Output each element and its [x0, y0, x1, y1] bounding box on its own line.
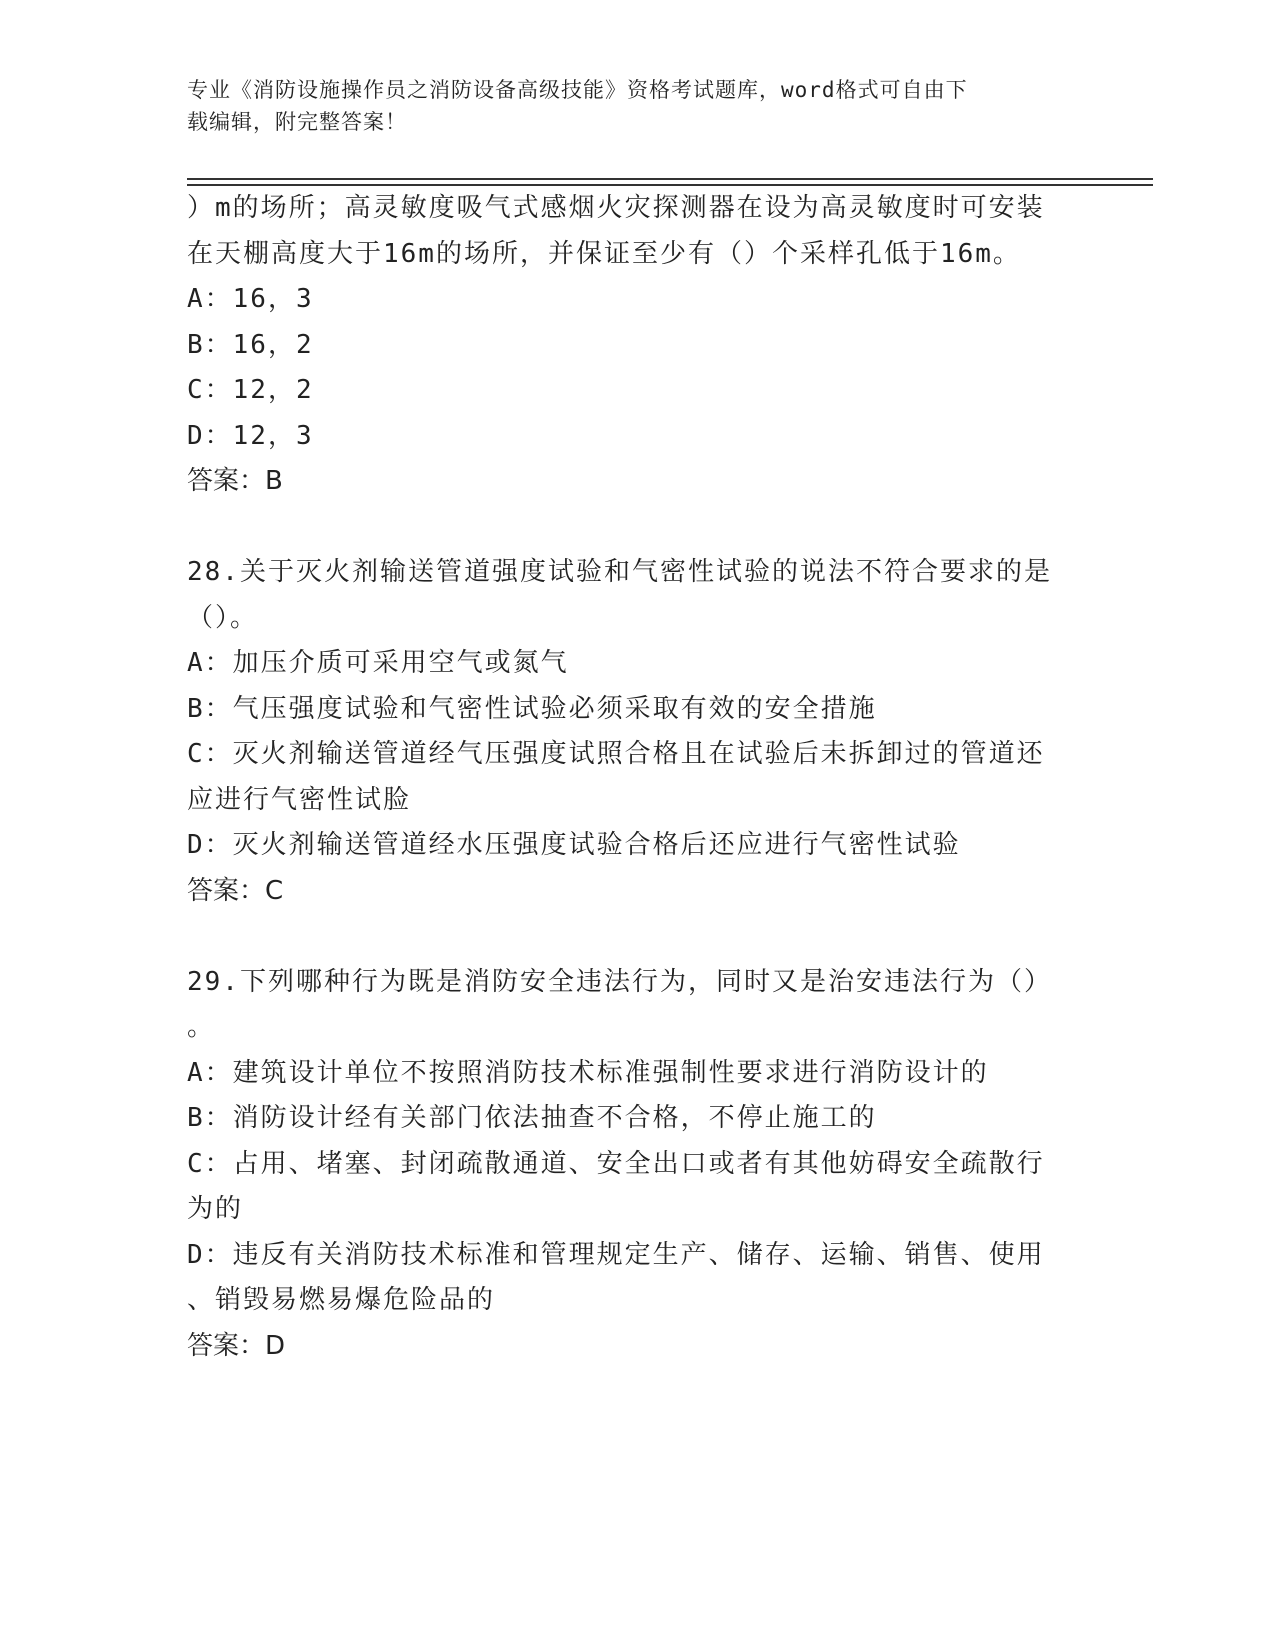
question-29-option-d-line-1: D：违反有关消防技术标准和管理规定生产、储存、运输、销售、使用: [187, 1239, 1045, 1270]
header-line-1: 专业《消防设施操作员之消防设备高级技能》资格考试题库，word格式可自由下: [187, 78, 968, 102]
question-27-line-1: ）m的场所；高灵敏度吸气式感烟火灾探测器在设为高灵敏度时可安装: [187, 193, 1045, 223]
question-27-line-2: 在天棚高度大于16m的场所，并保证至少有（）个采样孔低于16m。: [187, 238, 1021, 269]
document-header: [187, 74, 1067, 138]
question-27-answer: 答案：B: [187, 466, 283, 496]
question-27-option-c: C：12，2: [187, 375, 314, 405]
question-content: [187, 186, 1087, 1369]
question-28-option-d: D：灭火剂输送管道经水压强度试验合格后还应进行气密性试验: [187, 830, 961, 860]
question-29-option-b: B：消防设计经有关部门依法抽查不合格，不停止施工的: [187, 1103, 877, 1133]
question-28-option-a: A：加压介质可采用空气或氮气: [187, 648, 569, 678]
question-29-option-c-line-2: 为的: [187, 1194, 244, 1224]
question-28-line-1: 28.关于灭火剂输送管道强度试验和气密性试验的说法不符合要求的是: [187, 557, 1052, 587]
question-29-option-a: A：建筑设计单位不按照消防技术标准强制性要求进行消防设计的: [187, 1057, 989, 1088]
question-28-option-b: B：气压强度试验和气密性试验必须采取有效的安全措施: [187, 693, 877, 724]
question-27-option-d: D：12，3: [187, 420, 314, 451]
question-28-line-2: （）。: [187, 602, 259, 633]
question-29-option-c-line-1: C：占用、堵塞、封闭疏散通道、安全出口或者有其他妨碍安全疏散行: [187, 1148, 1045, 1179]
question-27-option-a: A：16，3: [187, 284, 314, 314]
header-line-2: 载编辑，附完整答案！: [187, 110, 407, 134]
question-28-answer: 答案：C: [187, 875, 284, 906]
question-28-option-c-line-1: C：灭火剂输送管道经气压强度试照合格且在试验后未拆卸过的管道还: [187, 739, 1045, 769]
question-29-line-1: 29.下列哪种行为既是消防安全违法行为，同时又是治安违法行为（）: [187, 966, 1052, 997]
question-29-answer: 答案：D: [187, 1330, 286, 1361]
question-27: [187, 186, 1087, 505]
spacer: [187, 914, 1087, 960]
spacer: [187, 505, 1087, 551]
header-rule-top: [187, 178, 1153, 180]
question-29-option-d-line-2: 、销毁易燃易爆危险品的: [187, 1285, 496, 1315]
question-27-option-b: B：16，2: [187, 329, 314, 360]
question-28: [187, 550, 1087, 914]
question-29: [187, 960, 1087, 1370]
question-28-option-c-line-2: 应进行气密性试脸: [187, 784, 412, 815]
question-29-line-2: 。: [187, 1012, 216, 1042]
